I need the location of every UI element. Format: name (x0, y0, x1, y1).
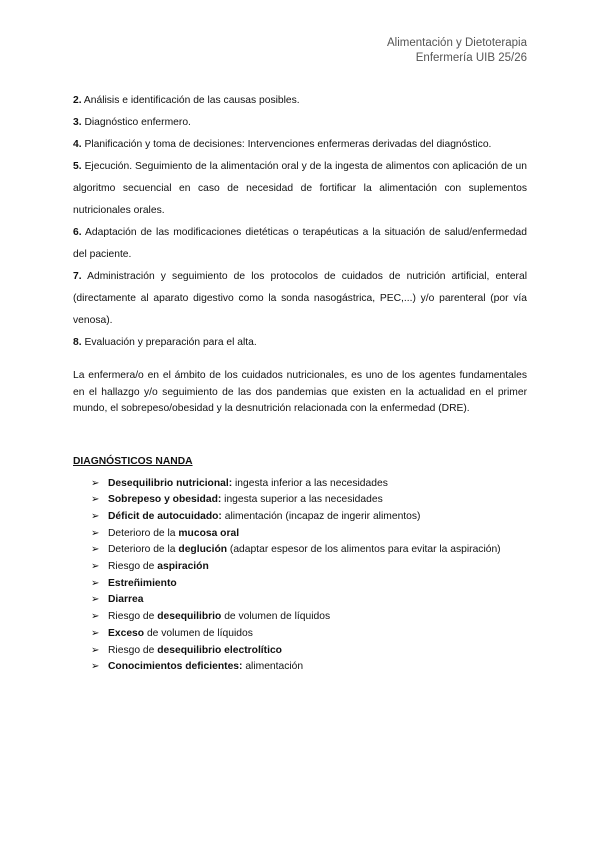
step-number: 4. (73, 139, 82, 150)
arrow-bullet-icon: ➢ (91, 644, 100, 656)
step-text: Análisis e identificación de las causas posibles. (81, 95, 300, 106)
list-item: ➢ Conocimientos deficientes: alimentación (91, 659, 527, 676)
step-item (73, 112, 527, 134)
arrow-bullet-icon: ➢ (91, 627, 100, 639)
list-item: ➢ Deterioro de la deglución (adaptar espesor de los alimentos para evitar la aspiración) (91, 542, 527, 559)
list-item: ➢ Exceso de volumen de líquidos (91, 626, 527, 643)
arrow-bullet-icon: ➢ (91, 661, 100, 673)
document-body (73, 90, 527, 676)
list-item: ➢ Estreñimiento (91, 576, 527, 593)
step-item (73, 332, 527, 354)
list-item: ➢ Sobrepeso y obesidad: ingesta superior a las necesidades (91, 492, 527, 509)
step-item (73, 90, 527, 112)
nursing-role-paragraph: La enfermera/o en el ámbito de los cuidados nutricionales, es uno de los agentes fundamentales en el hallazgo y/o seguimiento de las dos pandemias que existen en la actualidad en el primer mundo, el sobrepeso/obesidad y la desnutrición relacionada con la enfermedad (DRE). (73, 370, 527, 414)
step-number: 7. (73, 271, 82, 282)
arrow-bullet-icon: ➢ (91, 510, 100, 522)
step-text: Planificación y toma de decisiones: Intervenciones enfermeras derivadas del diagnóstico. (81, 139, 492, 150)
list-item: ➢ Diarrea (91, 592, 527, 609)
nanda-diagnoses-list (73, 476, 527, 676)
arrow-bullet-icon: ➢ (91, 527, 100, 539)
step-item (73, 156, 527, 222)
list-item: ➢ Deterioro de la mucosa oral (91, 526, 527, 543)
step-number: 8. (73, 337, 82, 348)
step-number: 2. (73, 95, 82, 106)
list-item: ➢ Riesgo de desequilibrio de volumen de líquidos (91, 609, 527, 626)
list-item: ➢ Desequilibrio nutricional: ingesta inferior a las necesidades (91, 476, 527, 493)
step-text: Administración y seguimiento de los protocolos de cuidados de nutrición artificial, enteral (directamente al aparato digestivo como la sonda nasogástrica, PEC,...) y/o parenteral (por vía venosa). (73, 271, 527, 326)
step-text: Diagnóstico enfermero. (81, 117, 191, 128)
page-header (387, 36, 527, 66)
arrow-bullet-icon: ➢ (91, 561, 100, 573)
list-item: ➢ Riesgo de desequilibrio electrolítico (91, 643, 527, 660)
arrow-bullet-icon: ➢ (91, 544, 100, 556)
step-number: 5. (73, 161, 82, 172)
list-item: ➢ Déficit de autocuidado: alimentación (incapaz de ingerir alimentos) (91, 509, 527, 526)
section-title-nanda: DIAGNÓSTICOS NANDA (73, 455, 193, 467)
header-course-title: Alimentación y Dietoterapia (387, 37, 527, 49)
step-item (73, 222, 527, 266)
step-text: Ejecución. Seguimiento de la alimentación oral y de la ingesta de alimentos con aplicación de un algoritmo secuencial en caso de necesidad de fortificar la alimentación con suplementos nutricionales orales. (73, 161, 527, 216)
header-course-info: Enfermería UIB 25/26 (415, 52, 527, 64)
step-text: Evaluación y preparación para el alta. (81, 337, 257, 348)
step-item (73, 266, 527, 332)
arrow-bullet-icon: ➢ (91, 494, 100, 506)
list-item: ➢ Riesgo de aspiración (91, 559, 527, 576)
step-number: 6. (73, 227, 82, 238)
arrow-bullet-icon: ➢ (91, 577, 100, 589)
step-item (73, 134, 527, 156)
arrow-bullet-icon: ➢ (91, 477, 100, 489)
arrow-bullet-icon: ➢ (91, 611, 100, 623)
step-number: 3. (73, 117, 82, 128)
steps-list (73, 90, 527, 354)
arrow-bullet-icon: ➢ (91, 594, 100, 606)
step-text: Adaptación de las modificaciones dietéticas o terapéuticas a la situación de salud/enfermedad del paciente. (73, 227, 527, 260)
